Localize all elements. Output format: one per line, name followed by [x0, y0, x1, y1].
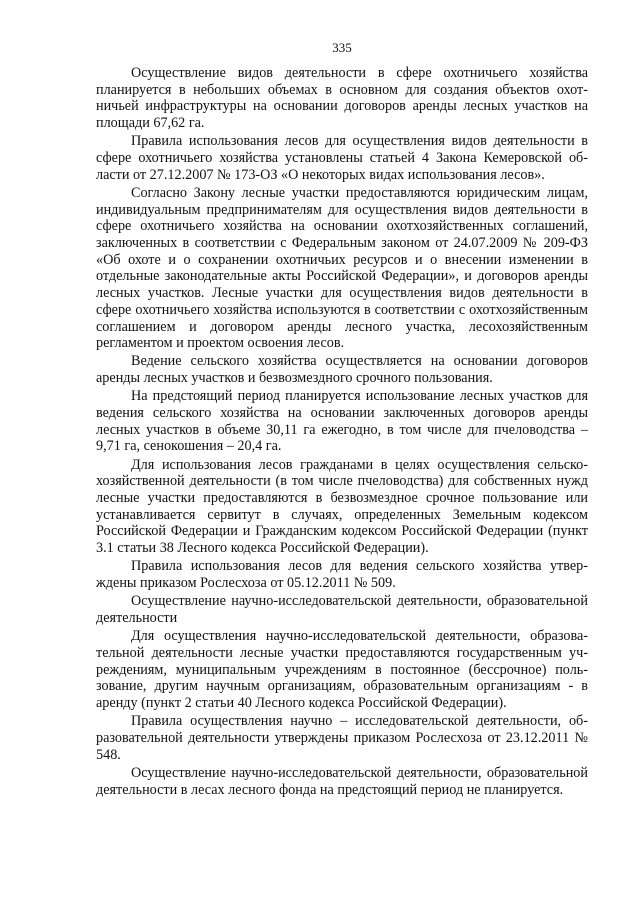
paragraph-agriculture-rules: Правила использования лесов для ведения сельского хозяйства утверждены приказом Рослесхоза от 05.12.2011 № 509. — [96, 558, 588, 592]
paragraph-agriculture-plan: На предстоящий период планируется использование лесных участков для ведения сельского хозяйства на основании заключенных договоров аренды лесных участков в объеме 30,11 га ежегодно, в том числе для пчеловодства – 9,71 га, сенокошения – 20,4 га. — [96, 388, 588, 455]
paragraph-agriculture: Ведение сельского хозяйства осуществляется на основании договоров аренды лесных участков и безвозмездного срочного пользования. — [96, 353, 588, 387]
paragraph-agriculture-citizens: Для использования лесов гражданами в целях осуществления сельскохозяйственной деятельности (в том числе пчеловодства) для собственных нужд лесные участки предоставляются в безвозмездное срочное пользование или устанавливается сервитут в случаях, определенных Земельным кодексом Российской Федерации и Гражданским кодексом Российской Федерации (пункт 3.1 статьи 38 Лесного кодекса Российской Федерации). — [96, 456, 588, 557]
paragraph-research-provision: Для осуществления научно-исследовательской деятельности, образовательной деятельности лесные участки предоставляются государственным учреждениям, муниципальным учреждениям в постоянное (бессрочное) пользование, другим научным организациям, образовательным организациям - в аренду (пункт 2 статьи 40 Лесного кодекса Российской Федерации). — [96, 628, 588, 712]
paragraph-hunting-activities: Осуществление видов деятельности в сфере охотничьего хозяйства планируется в небольших объемах в основном для создания объектов охотничьей инфраструктуры на основании договоров аренды лесных участков на площади 67,62 га. — [96, 65, 588, 132]
page-number: 335 — [332, 40, 352, 55]
paragraph-research-rules: Правила осуществления научно – исследовательской деятельности, образовательной деятельности утверждены приказом Рослесхоза от 23.12.2011 № 548. — [96, 713, 588, 763]
paragraph-hunting-rules: Правила использования лесов для осуществления видов деятельности в сфере охотничьего хозяйства установлены статьей 4 Закона Кемеровской области от 27.12.2007 № 173-ОЗ «О некоторых видах использования лесов». — [96, 133, 588, 183]
paragraph-hunting-law: Согласно Закону лесные участки предоставляются юридическим лицам, индивидуальным предпринимателям для осуществления видов деятельности в сфере охотничьего хозяйства на основании охотхозяйственных соглашений, заключенных в соответствии с Федеральным законом от 24.07.2009 № 209-ФЗ «Об охоте и о сохранении охотничьих ресурсов и о внесении изменении в отдельные законодательные акты Российской Федерации», и договоров аренды лесных участков. Лесные участки для осуществления видов деятельности в сфере охотничьего хозяйства используются в соответствии с охотхозяйственным соглашением и договором аренды лесного участка, лесохозяйственным регламентом и проектом освоения лесов. — [96, 184, 588, 352]
paragraph-research-heading: Осуществление научно-исследовательской деятельности, образовательной деятельности — [96, 593, 588, 626]
paragraph-research-plan: Осуществление научно-исследовательской деятельности, образовательной деятельности в лесах лесного фонда на предстоящий период не планируется. — [96, 764, 588, 798]
